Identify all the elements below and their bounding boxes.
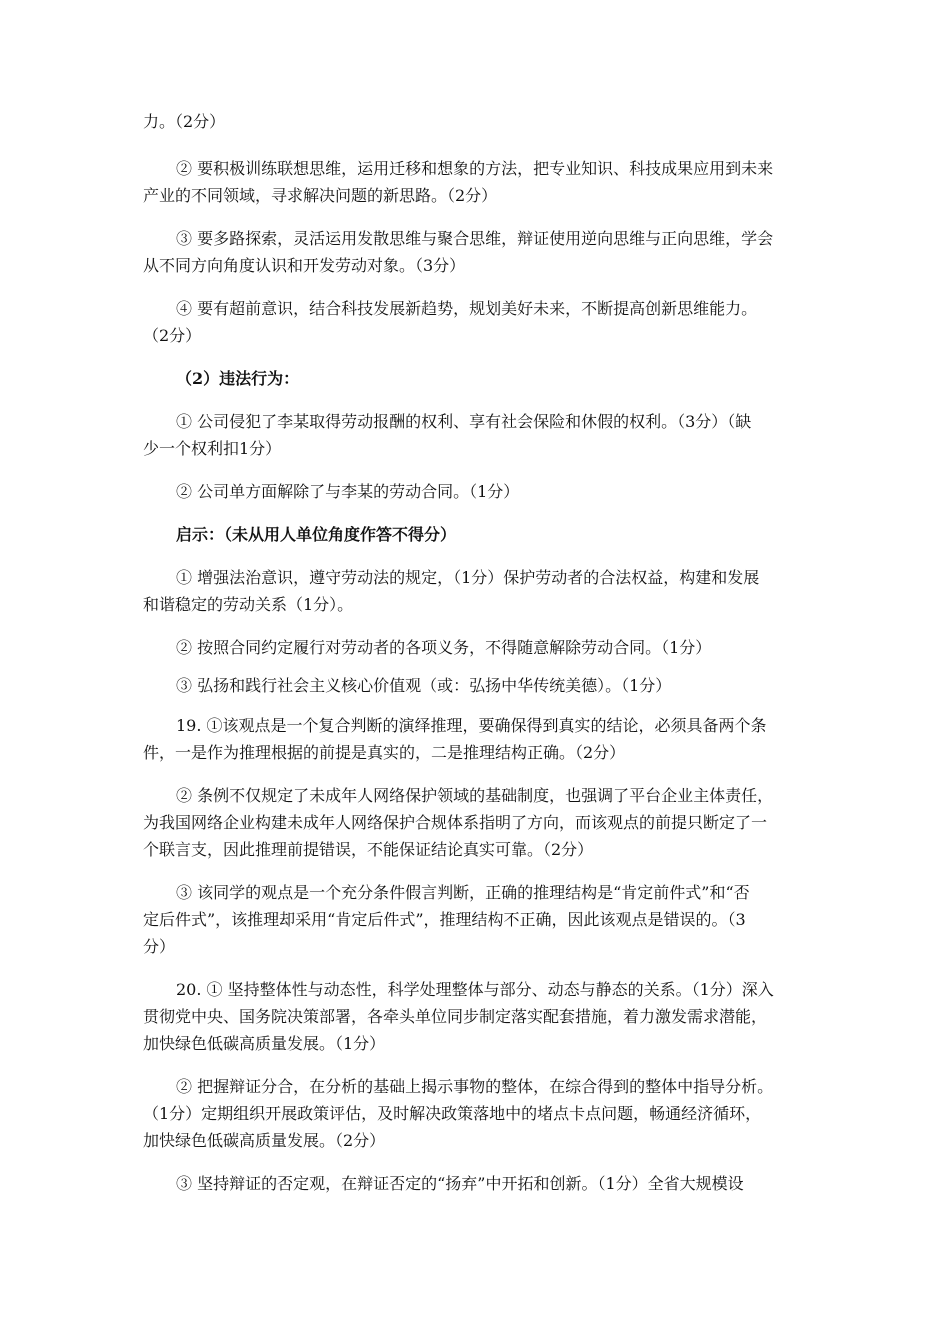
text-line: 20. ① 坚持整体性与动态性，科学处理整体与部分、动态与静态的关系。（1分）深入 — [176, 980, 774, 999]
text-line: 为我国网络企业构建未成年人网络保护合规体系指明了方向，而该观点的前提只断定了一 — [143, 813, 768, 832]
text-line: ② 公司单方面解除了与李某的劳动合同。（1分） — [176, 482, 520, 501]
text-line: ④ 要有超前意识，结合科技发展新趋势，规划美好未来，不断提高创新思维能力。 — [176, 299, 758, 318]
text-line: 加快绿色低碳高质量发展。（2分） — [143, 1131, 386, 1150]
text-line: ③ 坚持辩证的否定观，在辩证否定的“扬弃”中开拓和创新。（1分）全省大规模设 — [176, 1174, 744, 1193]
text-line: ① 公司侵犯了李某取得劳动报酬的权利、享有社会保险和休假的权利。（3分）（缺 — [176, 412, 752, 431]
text-line: 19. ①该观点是一个复合判断的演绎推理，要确保得到真实的结论，必须具备两个条 — [176, 716, 767, 735]
text-line: 定后件式”，该推理却采用“肯定后件式”，推理结构不正确，因此该观点是错误的。（3 — [143, 910, 746, 929]
text-line: 加快绿色低碳高质量发展。（1分） — [143, 1034, 386, 1053]
text-line: ③ 弘扬和践行社会主义核心价值观（或：弘扬中华传统美德）。（1分） — [176, 676, 672, 695]
text-line: ③ 该同学的观点是一个充分条件假言判断，正确的推理结构是“肯定前件式”和“否 — [176, 883, 750, 902]
text-line: ② 条例不仅规定了未成年人网络保护领域的基础制度，也强调了平台企业主体责任， — [176, 786, 774, 805]
text-line: 分） — [143, 937, 176, 956]
text-line: 件，一是作为推理根据的前提是真实的，二是推理结构正确。（2分） — [143, 743, 626, 762]
text-line: ① 增强法治意识，遵守劳动法的规定，（1分）保护劳动者的合法权益，构建和发展 — [176, 568, 760, 587]
text-line: （2）违法行为： — [176, 369, 300, 388]
text-line: 从不同方向角度认识和开发劳动对象。（3分） — [143, 256, 466, 275]
text-line: 力。（2分） — [143, 112, 226, 131]
text-line: 产业的不同领域，寻求解决问题的新思路。（2分） — [143, 186, 498, 205]
text-line: ② 把握辩证分合，在分析的基础上揭示事物的整体，在综合得到的整体中指导分析。 — [176, 1077, 774, 1096]
text-line: ② 按照合同约定履行对劳动者的各项义务，不得随意解除劳动合同。（1分） — [176, 638, 712, 657]
text-line: 和谐稳定的劳动关系（1分）。 — [143, 595, 354, 614]
text-line: 少一个权利扣1分） — [143, 439, 282, 458]
text-line: （1分）定期组织开展政策评估，及时解决政策落地中的堵点卡点问题，畅通经济循环， — [143, 1104, 762, 1123]
text-line: （2分） — [143, 326, 202, 345]
text-line: ③ 要多路探索，灵活运用发散思维与聚合思维，辩证使用逆向思维与正向思维，学会 — [176, 229, 774, 248]
text-line: ② 要积极训练联想思维，运用迁移和想象的方法，把专业知识、科技成果应用到未来 — [176, 159, 774, 178]
text-line: 个联言支，因此推理前提错误，不能保证结论真实可靠。（2分） — [143, 840, 594, 859]
text-line: 启示：（未从用人单位角度作答不得分） — [176, 525, 457, 544]
text-line: 贯彻党中央、国务院决策部署，各牵头单位同步制定落实配套措施，着力激发需求潜能， — [143, 1007, 768, 1026]
